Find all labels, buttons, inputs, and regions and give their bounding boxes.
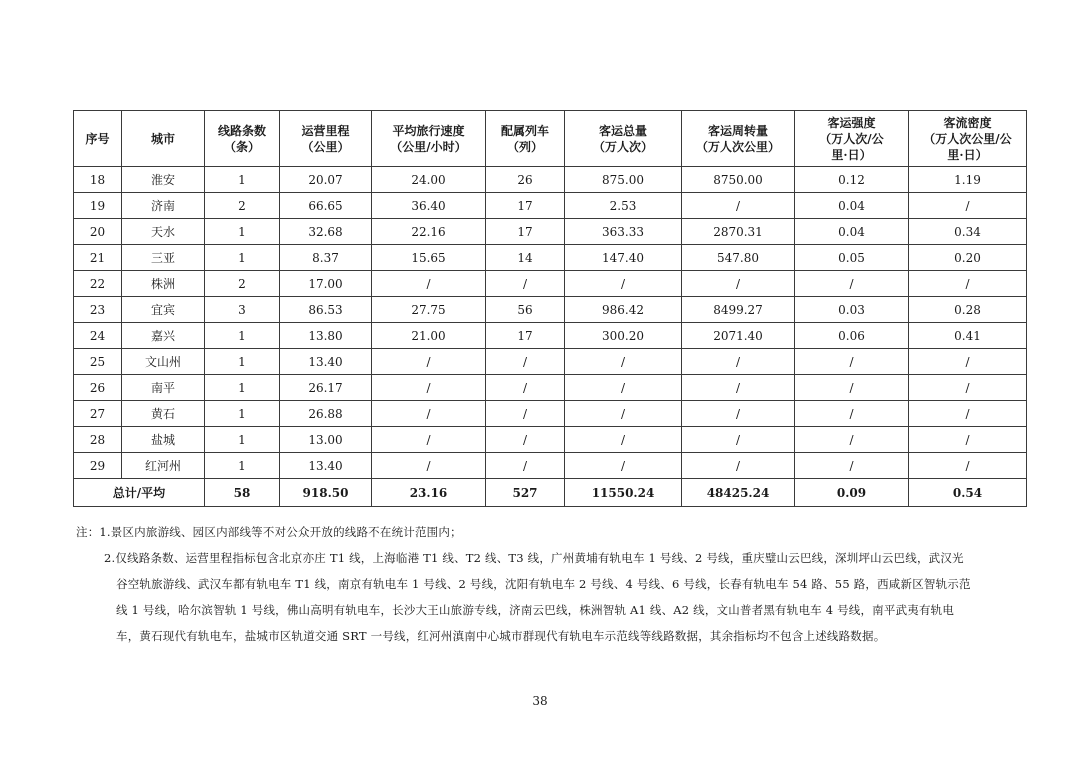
table-row bbox=[74, 167, 1027, 193]
table-cell: / bbox=[909, 193, 1027, 219]
table-cell: 66.65 bbox=[280, 193, 372, 219]
table-cell: 1 bbox=[205, 453, 280, 479]
table-row bbox=[74, 349, 1027, 375]
total-cell: 23.16 bbox=[372, 479, 486, 507]
table-cell: 0.04 bbox=[795, 219, 909, 245]
table-cell: 0.05 bbox=[795, 245, 909, 271]
table-cell: / bbox=[909, 453, 1027, 479]
table-cell: 21.00 bbox=[372, 323, 486, 349]
table-cell: / bbox=[909, 271, 1027, 297]
table-cell: 17 bbox=[486, 323, 565, 349]
table-cell: 20 bbox=[74, 219, 122, 245]
table-cell: 株洲 bbox=[122, 271, 205, 297]
table-cell: 27 bbox=[74, 401, 122, 427]
table-cell: 28 bbox=[74, 427, 122, 453]
table-cell: 86.53 bbox=[280, 297, 372, 323]
table-row bbox=[74, 245, 1027, 271]
column-header: 序号 bbox=[74, 111, 122, 167]
table-cell: 22.16 bbox=[372, 219, 486, 245]
table-cell: / bbox=[565, 427, 682, 453]
table-cell: / bbox=[682, 193, 795, 219]
table-cell: / bbox=[682, 375, 795, 401]
table-cell: 0.12 bbox=[795, 167, 909, 193]
table-cell: / bbox=[795, 271, 909, 297]
table-cell: 25 bbox=[74, 349, 122, 375]
table-cell: 24.00 bbox=[372, 167, 486, 193]
table-cell: / bbox=[486, 453, 565, 479]
table-row bbox=[74, 427, 1027, 453]
table-cell: / bbox=[372, 375, 486, 401]
note-line-3: 谷空轨旅游线、武汉车都有轨电车 T1 线，南京有轨电车 1 号线、2 号线，沈阳有轨电车 2 号线、4 号线、6 号线，长春有轨电车 54 路、55 路，西咸新区智轨示范 bbox=[116, 577, 971, 591]
statistics-table bbox=[73, 110, 1027, 507]
table-cell: 0.28 bbox=[909, 297, 1027, 323]
table-cell: 8.37 bbox=[280, 245, 372, 271]
table-cell: 文山州 bbox=[122, 349, 205, 375]
table-cell: 13.80 bbox=[280, 323, 372, 349]
table-cell: 875.00 bbox=[565, 167, 682, 193]
table-cell: 2 bbox=[205, 271, 280, 297]
table-cell: / bbox=[682, 427, 795, 453]
note-line-2: 2.仅线路条数、运营里程指标包含北京亦庄 T1 线，上海临港 T1 线、T2 线、T3 线，广州黄埔有轨电车 1 号线、2 号线，重庆璧山云巴线，深圳坪山云巴线，武汉光 bbox=[104, 551, 964, 565]
table-cell: / bbox=[372, 453, 486, 479]
column-header: 运营里程 （公里） bbox=[280, 111, 372, 167]
table-row bbox=[74, 453, 1027, 479]
table-cell: 18 bbox=[74, 167, 122, 193]
total-cell: 0.54 bbox=[909, 479, 1027, 507]
table-cell: 32.68 bbox=[280, 219, 372, 245]
table-cell: 1 bbox=[205, 245, 280, 271]
table-cell: / bbox=[565, 271, 682, 297]
table-row bbox=[74, 219, 1027, 245]
table-cell: 13.40 bbox=[280, 349, 372, 375]
table-cell: / bbox=[486, 427, 565, 453]
table-cell: / bbox=[795, 401, 909, 427]
table-cell: 8750.00 bbox=[682, 167, 795, 193]
table-cell: 24 bbox=[74, 323, 122, 349]
table-cell: 17.00 bbox=[280, 271, 372, 297]
table-cell: 0.34 bbox=[909, 219, 1027, 245]
table-cell: 547.80 bbox=[682, 245, 795, 271]
table-cell: / bbox=[682, 271, 795, 297]
column-header: 客运强度 （万人次/公 里·日） bbox=[795, 111, 909, 167]
table-cell: 26 bbox=[74, 375, 122, 401]
table-body bbox=[74, 167, 1027, 507]
table-cell: 14 bbox=[486, 245, 565, 271]
table-cell: 26.88 bbox=[280, 401, 372, 427]
table-cell: 2.53 bbox=[565, 193, 682, 219]
table-cell: 1 bbox=[205, 427, 280, 453]
table-cell: / bbox=[909, 401, 1027, 427]
table-cell: 29 bbox=[74, 453, 122, 479]
total-cell: 11550.24 bbox=[565, 479, 682, 507]
table-cell: 27.75 bbox=[372, 297, 486, 323]
table-cell: / bbox=[909, 375, 1027, 401]
table-cell: / bbox=[372, 271, 486, 297]
table-cell: / bbox=[486, 375, 565, 401]
table-cell: 26.17 bbox=[280, 375, 372, 401]
table-header-row bbox=[74, 111, 1027, 167]
table-cell: 26 bbox=[486, 167, 565, 193]
total-row bbox=[74, 479, 1027, 507]
table-cell: / bbox=[795, 349, 909, 375]
column-header: 客流密度 （万人次公里/公 里·日） bbox=[909, 111, 1027, 167]
note-line-1: 注：1.景区内旅游线、园区内部线等不对公众开放的线路不在统计范围内； bbox=[76, 525, 462, 539]
table-cell: 13.40 bbox=[280, 453, 372, 479]
page-number: 38 bbox=[532, 694, 548, 708]
table-cell: 1 bbox=[205, 219, 280, 245]
table-row bbox=[74, 375, 1027, 401]
table-cell: 8499.27 bbox=[682, 297, 795, 323]
table-cell: 1 bbox=[205, 349, 280, 375]
table-cell: 19 bbox=[74, 193, 122, 219]
table-cell: 363.33 bbox=[565, 219, 682, 245]
table-cell: / bbox=[486, 349, 565, 375]
table-cell: 盐城 bbox=[122, 427, 205, 453]
table-row bbox=[74, 271, 1027, 297]
table-cell: 21 bbox=[74, 245, 122, 271]
table-cell: / bbox=[909, 349, 1027, 375]
table-cell: 嘉兴 bbox=[122, 323, 205, 349]
table-cell: 20.07 bbox=[280, 167, 372, 193]
table-cell: 1 bbox=[205, 375, 280, 401]
table-cell: 1 bbox=[205, 401, 280, 427]
table-cell: / bbox=[795, 453, 909, 479]
total-label: 总计/平均 bbox=[74, 479, 205, 507]
note-line-4: 线 1 号线，哈尔滨智轨 1 号线，佛山高明有轨电车，长沙大王山旅游专线，济南云巴线，株洲智轨 A1 线、A2 线，文山普者黑有轨电车 4 号线，南平武夷有轨电 bbox=[116, 603, 955, 617]
table-cell: / bbox=[486, 271, 565, 297]
table-cell: / bbox=[372, 401, 486, 427]
table-cell: / bbox=[372, 427, 486, 453]
column-header: 客运总量 （万人次） bbox=[565, 111, 682, 167]
table-cell: / bbox=[795, 375, 909, 401]
table-cell: 17 bbox=[486, 219, 565, 245]
table-cell: / bbox=[682, 349, 795, 375]
table-cell: 300.20 bbox=[565, 323, 682, 349]
column-header: 城市 bbox=[122, 111, 205, 167]
table-cell: / bbox=[565, 453, 682, 479]
total-cell: 48425.24 bbox=[682, 479, 795, 507]
total-cell: 58 bbox=[205, 479, 280, 507]
table-cell: 宜宾 bbox=[122, 297, 205, 323]
table-cell: 15.65 bbox=[372, 245, 486, 271]
table-row bbox=[74, 297, 1027, 323]
table-row bbox=[74, 401, 1027, 427]
column-header: 配属列车 （列） bbox=[486, 111, 565, 167]
total-cell: 918.50 bbox=[280, 479, 372, 507]
table-cell: 2 bbox=[205, 193, 280, 219]
table-cell: / bbox=[682, 401, 795, 427]
table-cell: 36.40 bbox=[372, 193, 486, 219]
table-cell: 天水 bbox=[122, 219, 205, 245]
table-row bbox=[74, 323, 1027, 349]
table-cell: / bbox=[372, 349, 486, 375]
table-cell: 2071.40 bbox=[682, 323, 795, 349]
table-cell: 1 bbox=[205, 323, 280, 349]
table-cell: / bbox=[565, 375, 682, 401]
table-cell: 淮安 bbox=[122, 167, 205, 193]
table-cell: 红河州 bbox=[122, 453, 205, 479]
table-cell: 23 bbox=[74, 297, 122, 323]
total-cell: 527 bbox=[486, 479, 565, 507]
table-cell: 0.04 bbox=[795, 193, 909, 219]
table-cell: / bbox=[486, 401, 565, 427]
table-cell: 南平 bbox=[122, 375, 205, 401]
column-header: 线路条数 （条） bbox=[205, 111, 280, 167]
table-cell: 1.19 bbox=[909, 167, 1027, 193]
column-header: 客运周转量 （万人次公里） bbox=[682, 111, 795, 167]
table-cell: 0.06 bbox=[795, 323, 909, 349]
table-cell: / bbox=[682, 453, 795, 479]
table-cell: 17 bbox=[486, 193, 565, 219]
table-cell: 济南 bbox=[122, 193, 205, 219]
table-cell: 2870.31 bbox=[682, 219, 795, 245]
table-cell: 986.42 bbox=[565, 297, 682, 323]
table-cell: 黄石 bbox=[122, 401, 205, 427]
table-cell: / bbox=[565, 349, 682, 375]
table-cell: / bbox=[565, 401, 682, 427]
note-line-5: 车，黄石现代有轨电车，盐城市区轨道交通 SRT 一号线，红河州滇南中心城市群现代有轨电车示范线等线路数据，其余指标均不包含上述线路数据。 bbox=[116, 629, 886, 643]
table-cell: 1 bbox=[205, 167, 280, 193]
table-cell: 三亚 bbox=[122, 245, 205, 271]
column-header: 平均旅行速度 （公里/小时） bbox=[372, 111, 486, 167]
table-row bbox=[74, 193, 1027, 219]
table-cell: 147.40 bbox=[565, 245, 682, 271]
table-cell: 3 bbox=[205, 297, 280, 323]
footnotes bbox=[76, 519, 1026, 649]
total-cell: 0.09 bbox=[795, 479, 909, 507]
table-cell: 13.00 bbox=[280, 427, 372, 453]
table-cell: 0.20 bbox=[909, 245, 1027, 271]
table-cell: 0.41 bbox=[909, 323, 1027, 349]
table-cell: 56 bbox=[486, 297, 565, 323]
table-cell: 0.03 bbox=[795, 297, 909, 323]
table-cell: / bbox=[795, 427, 909, 453]
table-cell: / bbox=[909, 427, 1027, 453]
table-cell: 22 bbox=[74, 271, 122, 297]
